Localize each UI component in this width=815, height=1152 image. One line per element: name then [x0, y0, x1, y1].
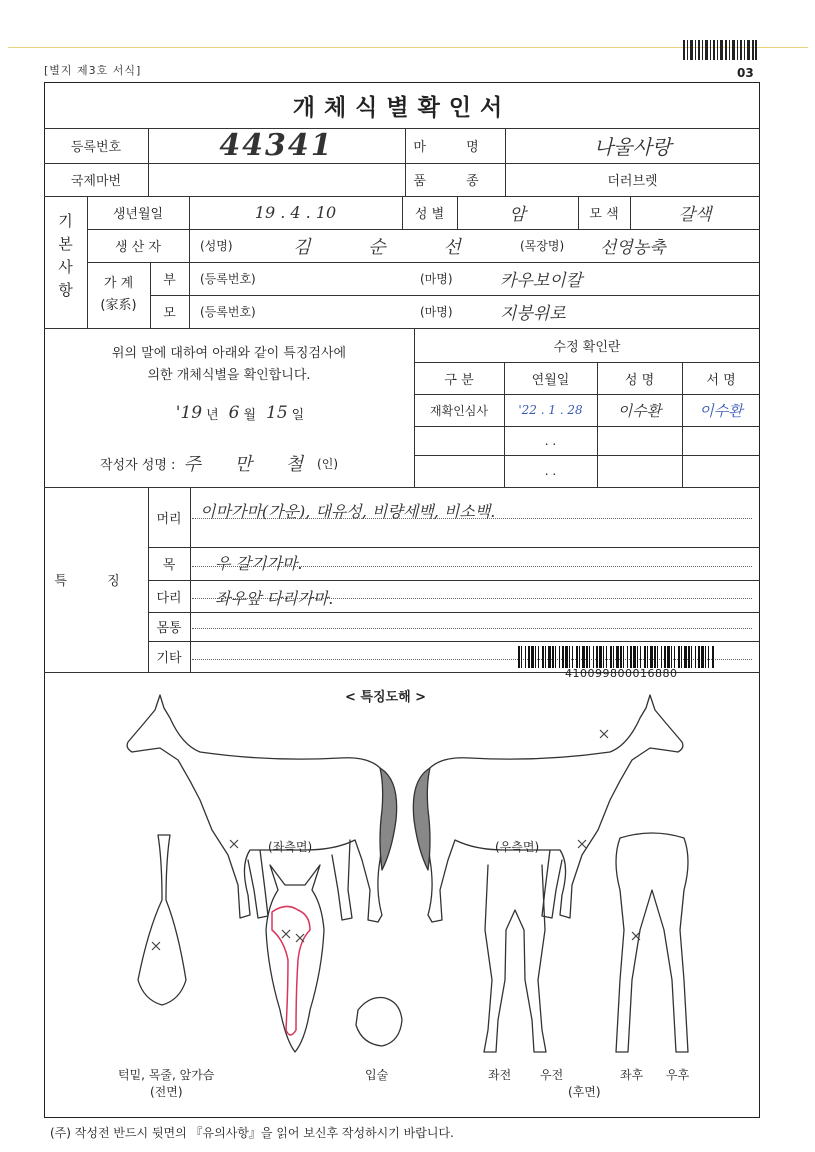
revision-row-type: 재확인심사 — [430, 403, 488, 418]
barcode-bar — [603, 646, 604, 668]
barcode-bar — [555, 646, 556, 668]
head-front-outline — [266, 865, 324, 1052]
horse-diagram — [100, 690, 710, 1090]
barcode-bar — [616, 646, 619, 668]
horse-name-label: 마 명 — [413, 140, 497, 155]
rule — [148, 641, 760, 642]
barcode-bar — [579, 646, 580, 668]
sire-name-label: (마명) — [420, 272, 453, 286]
dam-name-label: (마명) — [420, 305, 453, 319]
feature-label-neck: 목 — [162, 558, 176, 573]
barcode-bar — [528, 646, 530, 668]
family-label-hanja: (家系) — [100, 298, 137, 313]
barcode-number: 410099800016880 — [565, 667, 678, 680]
intl-no-value — [148, 163, 405, 196]
mark-x — [600, 730, 608, 738]
farm-label: (목장명) — [520, 239, 565, 253]
date-month-label: 월 — [243, 407, 257, 423]
left-horse-foreleg — [248, 850, 268, 918]
barcode-bar — [521, 646, 522, 668]
barcode-bar — [661, 646, 662, 668]
barcode-bar — [620, 646, 622, 668]
top-barcode — [683, 40, 757, 60]
barcode-bar — [545, 646, 546, 668]
right-front-caption: 우전 — [540, 1068, 564, 1082]
sex-value: 암 — [509, 205, 526, 225]
barcode-bar — [637, 646, 638, 668]
barcode-bar — [664, 646, 666, 668]
revision-row-name: 이수환 — [617, 401, 662, 420]
revision-header-date: 연월일 — [531, 372, 570, 388]
author-label: 작성자 성명 : — [100, 457, 176, 473]
seal-label: (인) — [317, 456, 339, 471]
barcode-bar — [525, 646, 526, 668]
barcode-bar — [674, 646, 675, 668]
rule — [190, 487, 191, 672]
revision-row-date: . . — [544, 433, 557, 448]
lips-outline — [356, 998, 402, 1047]
birth-value: 19 . 4 . 10 — [254, 203, 337, 222]
revision-row-sign: 이수환 — [699, 401, 743, 420]
date-year: '19 — [175, 403, 203, 423]
confirm-date — [120, 398, 360, 428]
barcode-bar — [691, 646, 692, 668]
barcode-bar — [613, 646, 614, 668]
footnote: (주) 작성전 반드시 뒷면의 『유의사항』을 읽어 보신후 작성하시기 바랍니다. — [50, 1126, 454, 1140]
mark-x — [578, 840, 586, 848]
feature-label-head: 머리 — [156, 511, 182, 527]
breed-value: 더러브렛 — [607, 174, 658, 189]
horse-name-value: 나울사랑 — [593, 135, 672, 159]
sire-reg-label: (등록번호) — [200, 272, 256, 286]
rear-view-outline — [616, 833, 688, 1052]
color-value: 갈색 — [678, 205, 712, 225]
barcode-bar — [531, 646, 534, 668]
barcode-bar — [623, 646, 624, 668]
rule — [148, 612, 760, 613]
mark-x — [282, 930, 290, 938]
barcode-bar — [630, 646, 632, 668]
barcode-bar — [582, 646, 585, 668]
feature-value-legs: 좌우앞 다리가마. — [215, 588, 334, 608]
feature-label-body: 몸통 — [156, 621, 182, 636]
producer-label: 생 산 자 — [115, 240, 161, 255]
barcode-bar — [538, 646, 539, 668]
dam-name-value: 지붕위로 — [500, 304, 566, 324]
basic-section-label: 기본사항 — [58, 212, 73, 299]
barcode-bar — [535, 646, 536, 668]
form-number: [별지 제3호 서식] — [44, 64, 142, 77]
barcode-bar — [596, 646, 598, 668]
head-blaze — [272, 906, 310, 1035]
reg-no-label: 등록번호 — [70, 140, 122, 155]
barcode-bar — [708, 646, 709, 668]
barcode-bar — [681, 646, 682, 668]
date-year-label: 년 — [206, 407, 219, 423]
left-side-caption: (좌측면) — [268, 840, 313, 854]
barcode-bar — [667, 646, 670, 668]
reg-no-value: 44341 — [219, 128, 334, 163]
barcode-bar — [657, 646, 658, 668]
date-day: 15 — [266, 403, 288, 423]
barcode-bar — [654, 646, 656, 668]
revision-header-sign: 서 명 — [706, 372, 736, 388]
barcode-bar — [559, 646, 560, 668]
revision-header-name: 성 명 — [624, 372, 655, 388]
right-horse-tail — [413, 768, 430, 870]
front-caption: (전면) — [150, 1085, 183, 1099]
barcode-bar — [640, 646, 641, 668]
barcode-bar — [589, 646, 590, 668]
guide-line — [192, 628, 752, 629]
right-horse-foreleg — [542, 850, 562, 918]
barcode-bar — [650, 646, 653, 668]
barcode-bar — [684, 646, 687, 668]
barcode-bar — [644, 646, 646, 668]
barcode-bar — [678, 646, 680, 668]
sire-label: 부 — [163, 273, 176, 288]
barcode-bar — [712, 646, 714, 668]
revision-row-date: '22 . 1 . 28 — [518, 403, 583, 417]
producer-name-label: (성명) — [200, 239, 233, 253]
sire-name-value: 카우보이칼 — [500, 271, 583, 291]
statement-line-2: 의한 개체식별을 확인합니다. — [147, 367, 311, 383]
barcode-bar — [565, 646, 568, 668]
barcode-bar — [572, 646, 573, 668]
barcode-bar — [552, 646, 554, 668]
statement-line-1: 위의 말에 대하여 아래와 같이 특징검사에 — [111, 345, 347, 361]
date-month: 6 — [228, 403, 240, 423]
barcode-bar — [562, 646, 564, 668]
mark-x — [296, 934, 304, 942]
revision-title: 수정 확인란 — [553, 339, 621, 355]
barcode-bar — [576, 646, 578, 668]
barcode-bar — [671, 646, 672, 668]
barcode-bar — [569, 646, 570, 668]
author-line — [100, 448, 400, 478]
barcode-bar — [548, 646, 551, 668]
barcode-bar — [695, 646, 696, 668]
right-hind-caption: 우후 — [666, 1068, 690, 1082]
producer-name-value: 김 순 선 — [293, 236, 487, 258]
form-title: 개체식별확인서 — [292, 94, 512, 121]
barcode-bar — [633, 646, 636, 668]
barcode-bar — [610, 646, 612, 668]
features-section-label: 특 징 — [54, 574, 138, 589]
author-value: 주 만 철 — [183, 454, 318, 475]
revision-row-date: . . — [544, 464, 557, 478]
front-legs-outline — [484, 865, 546, 1052]
revision-header-type: 구 분 — [444, 372, 474, 388]
right-side-caption: (우측면) — [495, 840, 540, 854]
intl-no-label: 국제마번 — [70, 174, 122, 189]
left-front-caption: 좌전 — [488, 1068, 512, 1082]
page-number: 03 — [737, 66, 754, 80]
left-hind-caption: 좌후 — [620, 1068, 644, 1082]
barcode-bar — [606, 646, 607, 668]
neck-caption: 턱밑, 목줄, 앞가슴 — [118, 1068, 215, 1082]
lips-caption: 입술 — [365, 1068, 389, 1082]
feature-label-legs: 다리 — [156, 590, 182, 606]
dam-reg-label: (등록번호) — [200, 305, 256, 319]
neck-front-outline — [138, 835, 186, 1005]
family-label — [87, 262, 150, 328]
diagram-title: < 특징도해 > — [345, 690, 427, 705]
left-horse-hindleg — [332, 840, 352, 920]
family-label-text: 가 계 — [103, 276, 134, 291]
barcode-bar — [701, 646, 704, 668]
feature-label-other: 기타 — [156, 651, 182, 666]
barcode-bar — [647, 646, 648, 668]
color-label: 모 색 — [589, 207, 619, 222]
farm-value: 선영농축 — [600, 238, 666, 258]
barcode-bar — [698, 646, 700, 668]
barcode-bar — [705, 646, 706, 668]
mark-x — [230, 840, 238, 848]
barcode-bar — [586, 646, 588, 668]
rear-caption: (후면) — [568, 1085, 601, 1099]
dam-label: 모 — [163, 306, 176, 321]
barcode-bar — [542, 646, 544, 668]
rule — [148, 580, 760, 581]
mark-x — [152, 942, 160, 950]
left-horse-tail — [380, 768, 397, 870]
breed-label: 품 종 — [413, 174, 497, 189]
birth-label: 생년월일 — [112, 207, 164, 222]
barcode-bar — [593, 646, 594, 668]
feature-value-head: 이마가마(가운), 대유성, 비량세백, 비소백. — [200, 501, 496, 521]
feature-value-neck: 우 갈기가마. — [215, 553, 303, 573]
sex-label: 성 별 — [414, 207, 445, 222]
barcode-bar — [518, 646, 520, 668]
right-horse-outline — [423, 695, 683, 922]
rule — [189, 262, 190, 328]
barcode-bar — [627, 646, 628, 668]
barcode-bar — [599, 646, 602, 668]
date-day-label: 일 — [291, 407, 305, 423]
barcode-bar — [688, 646, 690, 668]
